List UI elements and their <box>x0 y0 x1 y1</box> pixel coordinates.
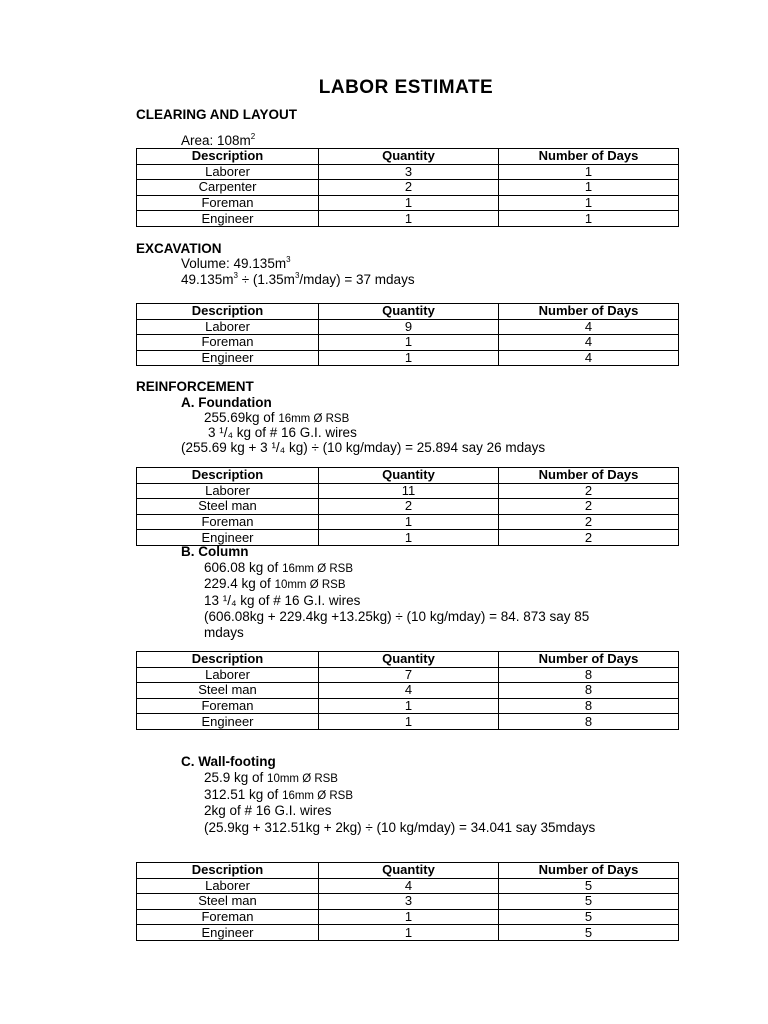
header-days: Number of Days <box>499 304 679 320</box>
cell-days: 8 <box>499 698 679 714</box>
table-row <box>137 698 679 714</box>
table-header-row <box>137 652 679 668</box>
wallfooting-label: C. Wall-footing <box>181 754 276 769</box>
cell-quantity: 4 <box>319 683 499 699</box>
section-heading-excavation: EXCAVATION <box>136 241 222 256</box>
cell-quantity: 3 <box>319 164 499 180</box>
header-quantity: Quantity <box>319 149 499 165</box>
cell-quantity: 1 <box>319 195 499 211</box>
header-days: Number of Days <box>499 652 679 668</box>
cell-description: Foreman <box>137 909 319 925</box>
section-heading-clearing: CLEARING AND LAYOUT <box>136 107 298 122</box>
cell-days: 4 <box>499 350 679 366</box>
cell-days: 5 <box>499 925 679 941</box>
cell-description: Engineer <box>137 925 319 941</box>
header-days: Number of Days <box>499 149 679 165</box>
header-description: Description <box>137 149 319 165</box>
cell-days: 2 <box>499 530 679 546</box>
cell-days: 5 <box>499 878 679 894</box>
cell-quantity: 1 <box>319 514 499 530</box>
cell-days: 5 <box>499 894 679 910</box>
table-row <box>137 714 679 730</box>
foundation-table <box>136 467 679 546</box>
excavation-table <box>136 303 679 366</box>
table-row <box>137 909 679 925</box>
table-row <box>137 164 679 180</box>
table-header-row <box>137 149 679 165</box>
wallfooting-table <box>136 862 679 941</box>
cell-days: 8 <box>499 667 679 683</box>
table-row <box>137 211 679 227</box>
table-row <box>137 514 679 530</box>
area-text: Area: $108m^2$ <box>181 132 256 148</box>
table-row <box>137 195 679 211</box>
volume-text: Volume: $49.135m^3$ <box>181 255 291 271</box>
table-row <box>137 878 679 894</box>
wallfooting-line-1: 25.9 kg of 10mm Ø RSB <box>204 770 338 785</box>
cell-days: 8 <box>499 714 679 730</box>
foundation-line-1: 255.69kg of 16mm Ø RSB <box>204 410 350 425</box>
cell-description: Laborer <box>137 483 319 499</box>
cell-days: 2 <box>499 483 679 499</box>
cell-quantity: 1 <box>319 530 499 546</box>
cell-days: 1 <box>499 195 679 211</box>
cell-quantity: 1 <box>319 335 499 351</box>
header-description: Description <box>137 652 319 668</box>
foundation-line-2: 3 ¹/₄ kg of # 16 G.I. wires <box>208 425 357 440</box>
wallfooting-line-4: (25.9kg + 312.51kg + 2kg) ÷ (10 kg/mday) = 34.041 say 35mdays <box>204 820 596 835</box>
foundation-line-3: (255.69 kg + 3 ¹/₄ kg) ÷ (10 kg/mday) = 25.894 say 26 mdays <box>181 440 546 455</box>
cell-quantity: 1 <box>319 925 499 941</box>
excavation-calc: $49.135m^3$ ÷ $(1.35m^3/mday) = 37$ mdays <box>181 271 415 287</box>
cell-quantity: 1 <box>319 698 499 714</box>
header-quantity: Quantity <box>319 863 499 879</box>
cell-quantity: 9 <box>319 319 499 335</box>
foundation-label: A. Foundation <box>181 395 272 410</box>
cell-description: Steel man <box>137 683 319 699</box>
table-row <box>137 335 679 351</box>
cell-description: Carpenter <box>137 180 319 196</box>
cell-quantity: 11 <box>319 483 499 499</box>
column-line-3: 13 ¹/₄ kg of # 16 G.I. wires <box>204 593 361 608</box>
header-days: Number of Days <box>499 863 679 879</box>
table-row <box>137 499 679 515</box>
page-title: LABOR ESTIMATE <box>318 77 494 98</box>
table-row <box>137 667 679 683</box>
cell-days: 2 <box>499 499 679 515</box>
table-row <box>137 350 679 366</box>
cell-description: Engineer <box>137 211 319 227</box>
wallfooting-line-3: 2kg of # 16 G.I. wires <box>204 803 332 818</box>
cell-description: Steel man <box>137 499 319 515</box>
column-label: B. Column <box>181 544 249 559</box>
table-row <box>137 483 679 499</box>
cell-description: Foreman <box>137 698 319 714</box>
cell-days: 1 <box>499 164 679 180</box>
column-line-5: mdays <box>204 625 244 640</box>
column-line-4: (606.08kg + 229.4kg +13.25kg) ÷ (10 kg/mday) = 84. 873 say 85 <box>204 609 590 624</box>
wallfooting-line-2: 312.51 kg of 16mm Ø RSB <box>204 787 353 802</box>
column-line-1: 606.08 kg of 16mm Ø RSB <box>204 560 353 575</box>
clearing-table <box>136 148 679 227</box>
column-line-2: 229.4 kg of 10mm Ø RSB <box>204 576 346 591</box>
header-description: Description <box>137 304 319 320</box>
header-days: Number of Days <box>499 468 679 484</box>
cell-quantity: 3 <box>319 894 499 910</box>
header-description: Description <box>137 468 319 484</box>
table-row <box>137 683 679 699</box>
cell-description: Foreman <box>137 335 319 351</box>
cell-quantity: 4 <box>319 878 499 894</box>
cell-days: 4 <box>499 335 679 351</box>
cell-description: Laborer <box>137 319 319 335</box>
cell-description: Laborer <box>137 667 319 683</box>
cell-description: Laborer <box>137 164 319 180</box>
column-table <box>136 651 679 730</box>
cell-quantity: 1 <box>319 211 499 227</box>
cell-description: Steel man <box>137 894 319 910</box>
cell-quantity: 1 <box>319 909 499 925</box>
table-row <box>137 894 679 910</box>
cell-quantity: 7 <box>319 667 499 683</box>
cell-days: 2 <box>499 514 679 530</box>
table-row <box>137 180 679 196</box>
cell-days: 4 <box>499 319 679 335</box>
table-header-row <box>137 863 679 879</box>
cell-description: Foreman <box>137 195 319 211</box>
cell-description: Foreman <box>137 514 319 530</box>
cell-quantity: 2 <box>319 499 499 515</box>
cell-description: Engineer <box>137 350 319 366</box>
table-row <box>137 319 679 335</box>
cell-quantity: 1 <box>319 714 499 730</box>
table-row <box>137 925 679 941</box>
header-quantity: Quantity <box>319 652 499 668</box>
table-header-row <box>137 468 679 484</box>
section-heading-reinforcement: REINFORCEMENT <box>136 379 254 394</box>
cell-quantity: 2 <box>319 180 499 196</box>
cell-days: 1 <box>499 180 679 196</box>
cell-description: Engineer <box>137 530 319 546</box>
cell-quantity: 1 <box>319 350 499 366</box>
table-header-row <box>137 304 679 320</box>
cell-description: Engineer <box>137 714 319 730</box>
cell-days: 5 <box>499 909 679 925</box>
cell-days: 1 <box>499 211 679 227</box>
cell-description: Laborer <box>137 878 319 894</box>
header-description: Description <box>137 863 319 879</box>
header-quantity: Quantity <box>319 304 499 320</box>
cell-days: 8 <box>499 683 679 699</box>
header-quantity: Quantity <box>319 468 499 484</box>
